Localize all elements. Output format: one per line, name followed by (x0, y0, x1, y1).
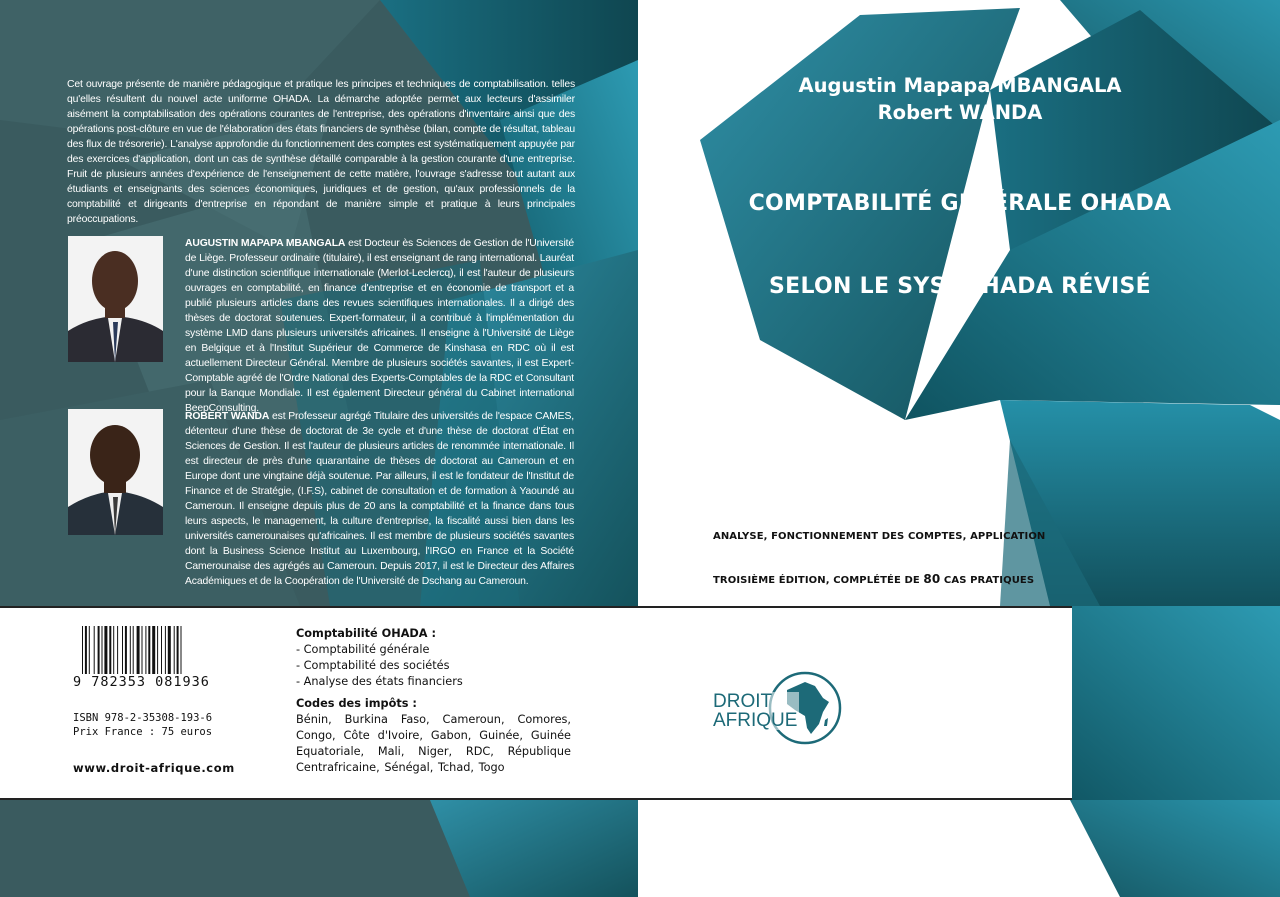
front-tagline-1: ANALYSE, FONCTIONNEMENT DES COMPTES, APPLICATION (713, 531, 1046, 542)
barcode-bar (104, 626, 107, 674)
collection-block (296, 626, 576, 776)
bio-wanda-name: ROBERT WANDA (185, 411, 270, 422)
barcode-bar (98, 626, 100, 674)
barcode-bar (109, 626, 111, 674)
bio-wanda-text: est Professeur agrégé Titulaire des universités de l'espace CAMES, détenteur d'une thèse de doctorat de 3e cycle et d'une thèse de doctorat d'État en Sciences de Gestion. Il est l'auteur de plusieurs articles de renommée internationale. Il est directeur de près d'une quarantaine de thèses de doctorat au Cameroun et en Europe dont une vingtaine déjà soutenue. Par ailleurs, il est le fondateur de l'Institut de Finance et de Stratégie, (I.F.S), cabinet de consultation et de formation à Yaoundé au Cameroun. Il enseigne depuis plus de 20 ans la comptabilité et la finance dans tous leurs aspects, le management, la culture d'entreprise, la fiscalité aussi bien dans les universités camerounaises qu'africaines. Il est membre de plusieurs sociétés savantes dont la Business Science Institut au Luxembourg, l'IRGO en France et la Société Camerounaise des agrégés au Cameroun. Depuis 2017, il est le Directeur des Affaires Académiques et de la Coopération de l'Université de Dschang au Cameroun. (185, 411, 574, 587)
barcode-digits: 9 782353 081936 (73, 674, 210, 690)
codes-title: Codes des impôts : (296, 697, 417, 710)
front-title: COMPTABILITÉ GÉNÉRALE OHADA (748, 191, 1172, 216)
front-tagline-2 (713, 572, 1034, 586)
barcode-bar (168, 626, 171, 674)
front-authors (700, 72, 1220, 126)
collection-title: Comptabilité OHADA : (296, 627, 437, 640)
band-top-rule (0, 606, 1072, 608)
author-photo-mbangala (68, 236, 163, 362)
barcode-bar (181, 626, 182, 674)
barcode-bar (125, 626, 127, 674)
barcode-bar (142, 626, 143, 674)
publisher-logo (713, 668, 853, 748)
front-author-1: Augustin Mapapa MBANGALA (798, 74, 1122, 97)
bio-mbangala (185, 236, 574, 416)
barcode-bar (165, 626, 166, 674)
logo-text (713, 692, 799, 730)
barcode-bar (82, 626, 83, 674)
barcode-bar (133, 626, 134, 674)
website-link[interactable]: www.droit-afrique.com (73, 761, 235, 775)
bio-wanda (185, 409, 574, 589)
info-band (0, 606, 1280, 800)
front-subtitle: SELON LE SYSCOHADA RÉVISÉ (769, 274, 1151, 299)
barcode-bar (130, 626, 131, 674)
front-tagline-2-post: CAS PRATIQUES (940, 575, 1035, 586)
barcode-bar (161, 626, 162, 674)
collection-item-2: - Comptabilité des sociétés (296, 659, 450, 672)
bio-mbangala-name: AUGUSTIN MAPAPA MBANGALA (185, 238, 346, 249)
isbn: ISBN 978-2-35308-193-6 (73, 712, 213, 724)
barcode-bar (102, 626, 103, 674)
band-bottom-rule (0, 798, 1072, 800)
back-description: Cet ouvrage présente de manière pédagogique et pratique les principes et techniques de comptabilisation. telles qu'elles résultent du nouvel acte uniforme OHADA. La démarche adoptée permet aux lecteurs d'assimiler aisément la comptabilisation des opérations courantes de l'entreprise, des opérations d'inventaire ainsi que des opérations post-clôture en vue de l'élaboration des états financiers de synthèse (bilan, compte de résultat, tableau des flux de trésorerie). L'analyse approfondie du fonctionnement des comptes est systématiquement appuyée par des exercices d'application, dont un cas de synthèse détaillé comparable à la gestion courante d'une entreprise. Fruit de plusieurs années d'expérience de l'enseignement de cette matière, l'ouvrage s'adresse tout autant aux étudiants et enseignants des sciences économiques, juridiques et de gestion, qu'aux professionnels de la comptabilité et dirigeants d'entreprise en répondant de manière simple et pratique à leurs principales préoccupations. (67, 79, 575, 225)
collection-item-3: - Analyse des états financiers (296, 675, 463, 688)
front-tagline-2-num: 80 (923, 572, 941, 586)
barcode-bar (113, 626, 114, 674)
barcode-bar (85, 626, 87, 674)
barcode-bar (177, 626, 179, 674)
barcode-bar (137, 626, 140, 674)
barcode-bar (152, 626, 155, 674)
front-tagline-2-pre: TROISIÈME ÉDITION, COMPLÉTÉE DE (713, 575, 924, 586)
author-photo-wanda (68, 409, 163, 535)
collection-item-1: - Comptabilité générale (296, 643, 430, 656)
barcode-bar (117, 626, 118, 674)
barcode-bar (148, 626, 150, 674)
codes-list: Bénin, Burkina Faso, Cameroun, Comores, Congo, Côte d'Ivoire, Gabon, Guinée, Guinée Equatoriale, Mali, Niger, RDC, République Centrafricaine, Sénégal, Tchad, Togo (296, 713, 571, 774)
bio-mbangala-text: est Docteur ès Sciences de Gestion de l'Université de Liège. Professeur ordinaire (titulaire), il est enseignant de rang international. Lauréat d'une distinction scientifique internationale (Merlot-Leclercq), il est l'auteur de plusieurs ouvrages en comptabilité, en finance d'entreprise et en économie de transport et a publié plusieurs articles dans des revues scientifiques internationales. Il a dirigé des thèses de doctorat soutenues. Expert-formateur, il a contribué à l'implémentation du système LMD dans plusieurs universités africaines. Il enseigne à l'Université de Liège en Belgique et à l'Institut Supérieur de Commerce de Kinshasa en RDC où il est actuellement Directeur Général. Membre de plusieurs sociétés savantes, il est Expert-Comptable agréé de l'Ordre National des Experts-Comptables de la RDC et Consultant pour la Banque Mondiale. Il est également Directeur général du Cabinet international BeepConsulting. (185, 238, 574, 414)
barcode-bar (89, 626, 90, 674)
barcode-bar (122, 626, 123, 674)
barcode-bar (145, 626, 146, 674)
logo-line-1: DROIT (713, 691, 773, 712)
barcode-bar (94, 626, 95, 674)
price: Prix France : 75 euros (73, 726, 213, 738)
front-author-2: Robert WANDA (877, 101, 1043, 124)
barcode-bar (174, 626, 175, 674)
logo-line-2: AFRIQUE (713, 710, 798, 731)
barcode-bar (157, 626, 158, 674)
